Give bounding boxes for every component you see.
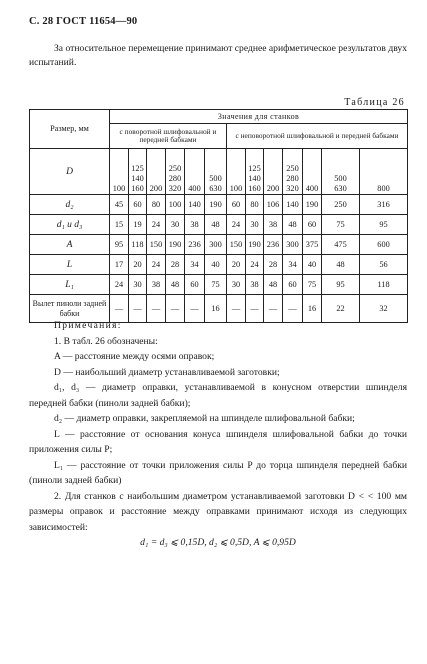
table-cell: 60 xyxy=(227,195,246,215)
table-cell: 16 xyxy=(303,295,322,323)
table-cell: 300 xyxy=(205,235,227,255)
table-cell: 190 xyxy=(303,195,322,215)
table-cell xyxy=(360,149,408,195)
cell-line: 140 xyxy=(131,174,144,183)
note-line: d₁, d₃ — диаметр оправки, устанавливаемой в конусном отверстии шпинделя передней бабки (пиноли задней бабки); xyxy=(29,382,407,409)
table-cell: 24 xyxy=(147,215,166,235)
table-cell: 48 xyxy=(166,275,185,295)
cell-line: 400 xyxy=(305,184,319,193)
group-header-rotating: с поворотной шлифовальной и передней бабками xyxy=(110,124,227,149)
table-cell: 600 xyxy=(360,235,408,255)
table-cell: 60 xyxy=(185,275,205,295)
table-row xyxy=(30,215,408,235)
notes-list xyxy=(29,334,407,536)
table-cell: — xyxy=(227,295,246,323)
table-cell: 32 xyxy=(360,295,408,323)
table-cell: 250 xyxy=(322,195,360,215)
cell-line xyxy=(110,174,128,184)
cell-line xyxy=(322,154,359,164)
table-cell: 40 xyxy=(303,255,322,275)
cell-line: 200 xyxy=(266,184,280,193)
table-cell xyxy=(110,149,129,195)
table-cell: 118 xyxy=(129,235,147,255)
table-cell xyxy=(147,149,166,195)
table-cell: — xyxy=(283,295,303,323)
table-cell: 95 xyxy=(110,235,129,255)
cell-line xyxy=(264,164,282,174)
cell-line xyxy=(227,174,245,184)
table-cell xyxy=(227,149,246,195)
cell-line xyxy=(205,164,226,174)
table-cell: 28 xyxy=(166,255,185,275)
cell-line: 800 xyxy=(377,184,390,193)
intro-paragraph: За относительное перемещение принимают среднее арифметическое результатов двух испытаний. xyxy=(29,43,408,68)
cell-line xyxy=(360,164,407,174)
cell-line xyxy=(322,164,359,174)
table-cell: — xyxy=(246,295,264,323)
group-header-fixed: с неповоротной шлифовальной и передней бабками xyxy=(227,124,408,149)
table-cell xyxy=(166,149,185,195)
table-cell: 56 xyxy=(360,255,408,275)
table-cell xyxy=(322,149,360,195)
table-cell: 38 xyxy=(264,215,283,235)
table-cell: 106 xyxy=(264,195,283,215)
table-cell: — xyxy=(185,295,205,323)
table-cell: — xyxy=(129,295,147,323)
table-cell: 80 xyxy=(147,195,166,215)
table-row xyxy=(30,255,408,275)
cell-line: 280 xyxy=(286,174,299,183)
cell-line xyxy=(303,174,321,184)
table-row xyxy=(30,275,408,295)
table-cell: 34 xyxy=(283,255,303,275)
table-cell: 48 xyxy=(283,215,303,235)
table-caption: Таблица 26 xyxy=(344,97,405,108)
cell-line: 100 xyxy=(229,184,243,193)
note-line: D — наибольший диаметр устанавливаемой заготовки; xyxy=(54,366,280,378)
table-cell: 100 xyxy=(166,195,185,215)
table-cell: — xyxy=(166,295,185,323)
table-cell xyxy=(185,149,205,195)
row-label: D xyxy=(30,149,110,195)
table-cell: 75 xyxy=(205,275,227,295)
note-line: 2. Для станков с наибольшим диаметром устанавливаемой заготовки D < < 100 мм размеры оправок и расстояние между оправками принимают исходя из следующих зависимостей: xyxy=(29,490,407,533)
table-cell: 375 xyxy=(303,235,322,255)
table-cell: 24 xyxy=(110,275,129,295)
values-header: Значения для станков xyxy=(110,110,408,124)
cell-line: 400 xyxy=(188,184,201,193)
table-cell: 48 xyxy=(205,215,227,235)
data-table xyxy=(29,109,408,323)
table-cell: 95 xyxy=(360,215,408,235)
table-cell: 60 xyxy=(303,215,322,235)
table-cell: 20 xyxy=(227,255,246,275)
table-cell xyxy=(205,149,227,195)
cell-line: 250 xyxy=(168,164,182,173)
table-cell: 60 xyxy=(129,195,147,215)
table-cell: 236 xyxy=(185,235,205,255)
table-cell: 34 xyxy=(185,255,205,275)
cell-line xyxy=(264,174,282,184)
table-cell: 75 xyxy=(303,275,322,295)
cell-line xyxy=(205,154,226,164)
table-cell: 236 xyxy=(264,235,283,255)
table-cell: 30 xyxy=(129,275,147,295)
table-cell: 150 xyxy=(227,235,246,255)
table-cell: 28 xyxy=(264,255,283,275)
table-cell: 48 xyxy=(322,255,360,275)
cell-line: 200 xyxy=(149,184,163,193)
cell-line: 125 xyxy=(131,164,144,173)
cell-line xyxy=(147,174,165,184)
table-cell: 24 xyxy=(246,255,264,275)
table-cell: 19 xyxy=(129,215,147,235)
table-cell: 48 xyxy=(264,275,283,295)
table-cell: 300 xyxy=(283,235,303,255)
cell-line xyxy=(185,164,204,174)
note-line: L — расстояние от основания конуса шпинделя шлифовальной бабки до точки приложения силы P; xyxy=(29,428,407,455)
row-label: A xyxy=(30,235,110,255)
size-header: Размер, мм xyxy=(30,110,110,149)
note-line: L₁ — расстояние от точки приложения силы P до торца шпинделя передней бабки (пиноли задней бабки) xyxy=(29,459,407,486)
table-row xyxy=(30,235,408,255)
table-cell: 38 xyxy=(246,275,264,295)
table-cell: 475 xyxy=(322,235,360,255)
table-cell: — xyxy=(110,295,129,323)
table-cell: 75 xyxy=(322,215,360,235)
formula: d₁ = d₃ ⩽ 0,15D, d₂ ⩽ 0,5D, A ⩽ 0,95D xyxy=(140,537,296,548)
row-label: Вылет пиноли задней бабки xyxy=(30,295,110,323)
cell-line: 250 xyxy=(286,164,299,173)
table-cell: 118 xyxy=(360,275,408,295)
cell-line: 500 630 xyxy=(334,174,347,193)
table-cell: 30 xyxy=(246,215,264,235)
table-cell: 24 xyxy=(147,255,166,275)
table-cell: 95 xyxy=(322,275,360,295)
cell-line xyxy=(147,164,165,174)
table-cell: 15 xyxy=(110,215,129,235)
table-cell xyxy=(129,149,147,195)
cell-line: 320 xyxy=(168,184,182,193)
table-cell: 20 xyxy=(129,255,147,275)
table-cell: 16 xyxy=(205,295,227,323)
row-label: L xyxy=(30,255,110,275)
cell-line: 160 xyxy=(248,184,261,193)
table-cell: 30 xyxy=(227,275,246,295)
notes xyxy=(29,318,407,551)
cell-line: 125 xyxy=(248,164,261,173)
table-cell: 140 xyxy=(185,195,205,215)
row-label: d₁ и d₃ xyxy=(30,215,110,235)
cell-line xyxy=(227,164,245,174)
table-cell: 38 xyxy=(185,215,205,235)
cell-line xyxy=(303,164,321,174)
cell-line: 500 630 xyxy=(209,174,222,193)
row-label: d₂ xyxy=(30,195,110,215)
table-cell: 80 xyxy=(246,195,264,215)
note-line: A — расстояние между осями оправок; xyxy=(54,351,215,362)
note-line: 1. В табл. 26 обозначены: xyxy=(54,335,158,347)
table-cell: 22 xyxy=(322,295,360,323)
table-row xyxy=(30,195,408,215)
notes-title: Примечания: xyxy=(54,320,122,331)
table-cell: 38 xyxy=(147,275,166,295)
cell-line: 140 xyxy=(248,174,261,183)
table-cell: 60 xyxy=(283,275,303,295)
cell-line xyxy=(110,164,128,174)
cell-line xyxy=(185,174,204,184)
note-line: d₂ — диаметр оправки, закрепляемой на шпинделе шлифовальной бабки; xyxy=(54,413,355,424)
table-cell xyxy=(283,149,303,195)
row-label: L₁ xyxy=(30,275,110,295)
table-cell: 40 xyxy=(205,255,227,275)
table-cell: 17 xyxy=(110,255,129,275)
table-cell: — xyxy=(264,295,283,323)
cell-line xyxy=(360,174,407,184)
table-cell: 316 xyxy=(360,195,408,215)
page-header: С. 28 ГОСТ 11654—90 xyxy=(29,16,138,27)
table-cell: 30 xyxy=(166,215,185,235)
cell-line: 280 xyxy=(168,174,182,183)
table-cell: 190 xyxy=(246,235,264,255)
cell-line: 100 xyxy=(112,184,126,193)
table-cell xyxy=(264,149,283,195)
table-cell: 190 xyxy=(205,195,227,215)
cell-line: 320 xyxy=(286,184,299,193)
cell-line: 160 xyxy=(131,184,144,193)
table-cell: 24 xyxy=(227,215,246,235)
table-cell: 45 xyxy=(110,195,129,215)
table-cell: 140 xyxy=(283,195,303,215)
table-cell: 190 xyxy=(166,235,185,255)
table-cell: 150 xyxy=(147,235,166,255)
table-cell: — xyxy=(147,295,166,323)
table-cell xyxy=(303,149,322,195)
table-cell xyxy=(246,149,264,195)
